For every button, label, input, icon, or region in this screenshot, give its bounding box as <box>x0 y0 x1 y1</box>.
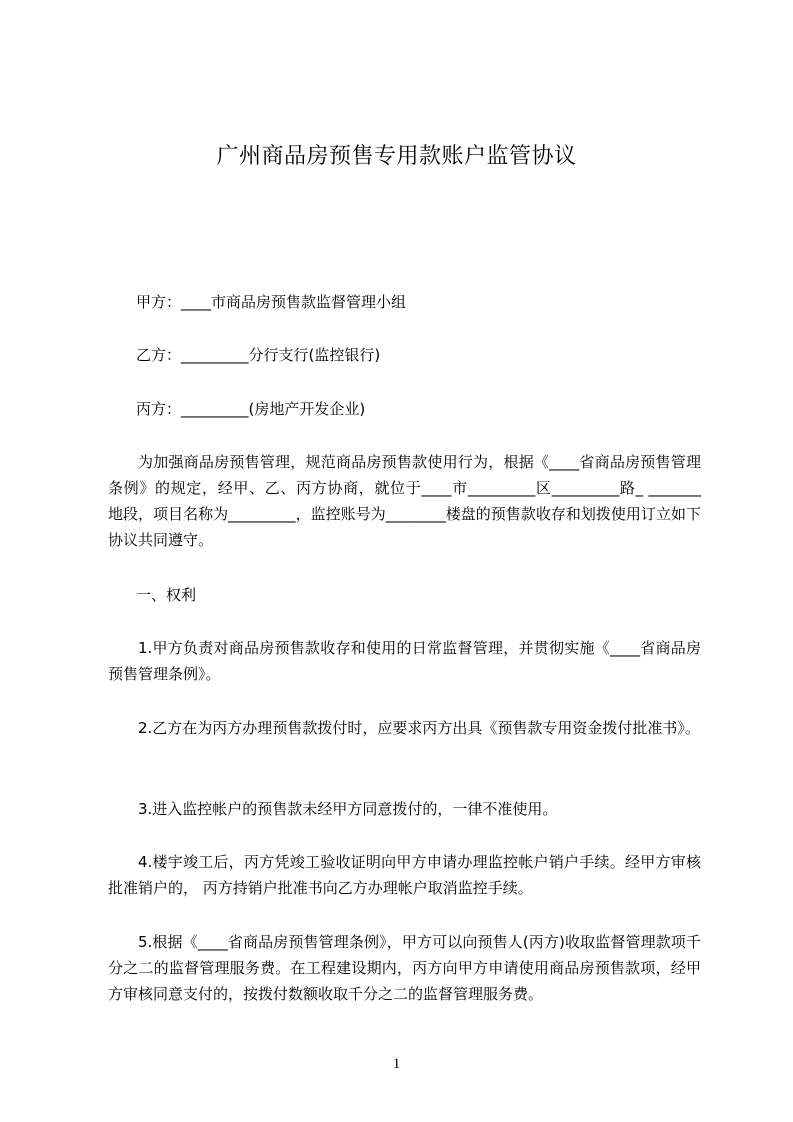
page-number: 1 <box>392 1056 401 1072</box>
party-a-line: 甲方：____市商品房预售款监督管理小组 <box>136 293 407 311</box>
clause-3: 3.进入监控帐户的预售款未经甲方同意拨付的，一律不准使用。 <box>138 800 558 818</box>
clause-1: 1.甲方负责对商品房预售款收存和使用的日常监督管理，并贯彻实施《____省商品房预售管理条例》。 <box>108 639 701 683</box>
preamble-paragraph: 为加强商品房预售管理，规范商品房预售款使用行为，根据《____省商品房预售管理条例》的规定，经甲、乙、丙方协商，就位于____市_________区_________路_ _______ 地段，项目名称为_________，监控账号为________楼盘的预售款收存和划拨使用订立如下协议共同遵守。 <box>108 453 701 549</box>
party-b-line: 乙方：_________分行支行(监控银行) <box>136 346 381 364</box>
document-title: 广州商品房预售专用款账户监管协议 <box>216 144 577 169</box>
party-c-line: 丙方：_________(房地产开发企业) <box>136 400 366 418</box>
section-heading-rights: 一、权利 <box>136 586 197 604</box>
clause-4: 4.楼宇竣工后，丙方凭竣工验收证明向甲方申请办理监控帐户销户手续。经甲方审核批准销户的， 丙方持销户批准书向乙方办理帐户取消监控手续。 <box>108 853 701 897</box>
clause-5: 5.根据《____省商品房预售管理条例》，甲方可以向预售人(丙方)收取监督管理款项千分之二的监督管理服务费。在工程建设期内，丙方向甲方申请使用商品房预售款项，经甲方审核同意支付的，按拨付数额收取千分之二的监督管理服务费。 <box>108 933 701 1003</box>
clause-2: 2.乙方在为丙方办理预售款拨付时，应要求丙方出具《预售款专用资金拨付批准书》。 <box>138 719 700 737</box>
